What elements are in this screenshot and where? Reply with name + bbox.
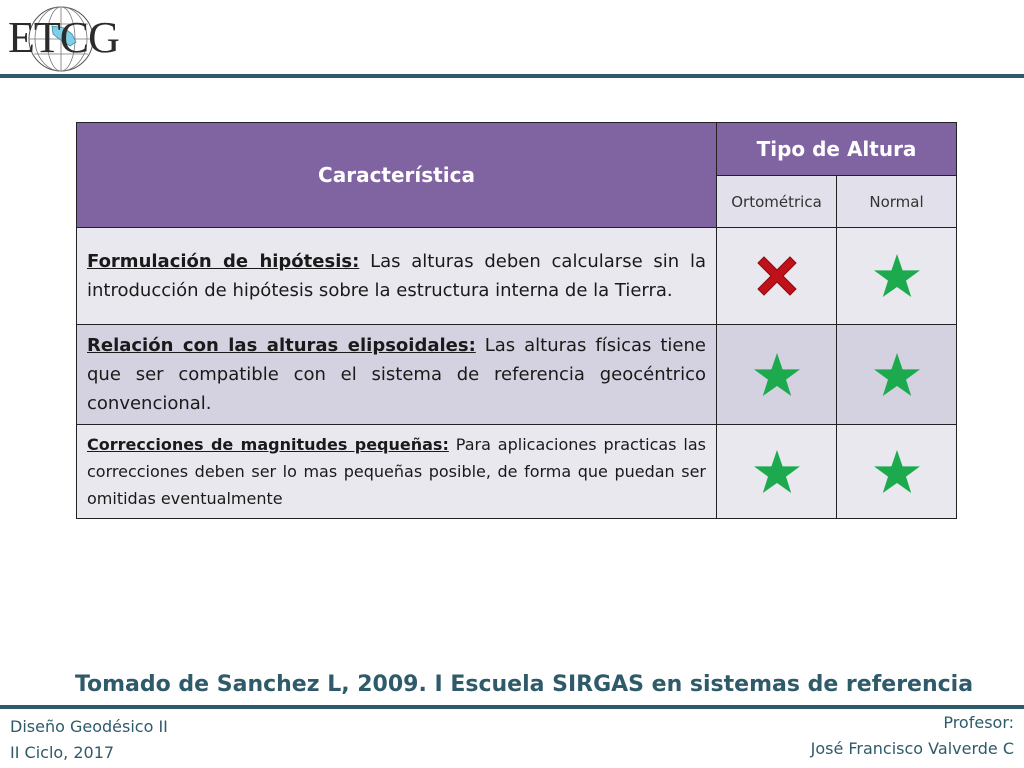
- course-name: Diseño Geodésico II: [10, 717, 168, 736]
- cell-ortometrica: [717, 228, 837, 325]
- row-description: [77, 425, 717, 519]
- table-row: [77, 325, 957, 425]
- header-tipo-altura: Tipo de Altura: [717, 123, 957, 176]
- top-divider: [0, 74, 1024, 78]
- row-text: Las alturas deben calcularse sin la introducción de hipótesis sobre la estructura interna de la Tierra.: [87, 251, 707, 301]
- course-cycle: II Ciclo, 2017: [10, 743, 115, 762]
- star-icon: [873, 351, 921, 399]
- row-term: Formulación de hipótesis:: [87, 251, 360, 272]
- header-caracteristica: Característica: [77, 123, 717, 228]
- professor-label: Profesor:: [943, 713, 1014, 732]
- star-icon: [873, 448, 921, 496]
- star-icon: [873, 252, 921, 300]
- cell-ortometrica: [717, 425, 837, 519]
- professor-name: José Francisco Valverde C: [810, 739, 1014, 758]
- row-text: Las alturas físicas tiene que ser compatible con el sistema de referencia geocéntrico convencional.: [87, 335, 706, 414]
- header-normal: Normal: [837, 176, 957, 228]
- etcg-logo: [4, 2, 124, 74]
- cell-normal: [837, 425, 957, 519]
- table-row: [77, 228, 957, 325]
- row-term: Correcciones de magnitudes pequeñas:: [87, 435, 449, 454]
- footer-professor-info: [811, 710, 1014, 762]
- bottom-divider: [0, 705, 1024, 709]
- source-caption: Tomado de Sanchez L, 2009. I Escuela SIRGAS en sistemas de referencia: [74, 672, 974, 697]
- row-term: Relación con las alturas elipsoidales:: [87, 335, 476, 356]
- star-icon: [753, 351, 801, 399]
- table-row: [77, 425, 957, 519]
- cell-normal: [837, 228, 957, 325]
- row-text: Para aplicaciones practicas las correcciones deben ser lo mas pequeñas posible, de forma que puedan ser omitidas eventualmente: [87, 435, 707, 508]
- row-description: [77, 228, 717, 325]
- cross-icon: [754, 253, 800, 299]
- header-ortometrica: Ortométrica: [717, 176, 837, 228]
- logo-text: ETCG: [8, 13, 119, 62]
- footer-course-info: [10, 714, 168, 766]
- height-types-table: [76, 122, 957, 519]
- cell-normal: [837, 325, 957, 425]
- cell-ortometrica: [717, 325, 837, 425]
- star-icon: [753, 448, 801, 496]
- row-description: [77, 325, 717, 425]
